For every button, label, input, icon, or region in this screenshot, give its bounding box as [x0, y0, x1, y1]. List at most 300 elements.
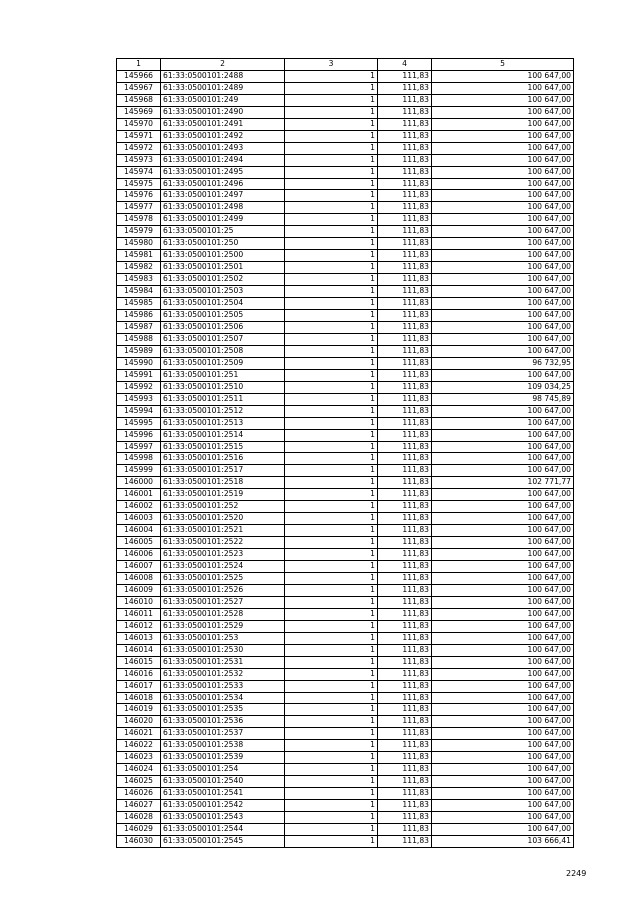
table-cell-col3: 1	[285, 740, 378, 752]
table-row	[117, 812, 574, 824]
table-cell-col4: 111,83	[378, 824, 432, 836]
table-cell-col2: 61:33:0500101:2539	[161, 752, 285, 764]
table-row	[117, 668, 574, 680]
table-cell-col1: 146007	[117, 561, 161, 573]
table-cell-col1: 145994	[117, 405, 161, 417]
table-cell-col3: 1	[285, 632, 378, 644]
table-cell-col4: 111,83	[378, 226, 432, 238]
table-cell-col5: 100 647,00	[432, 489, 574, 501]
table-cell-col5: 100 647,00	[432, 584, 574, 596]
table-cell-col3: 1	[285, 94, 378, 106]
table-cell-col1: 145973	[117, 154, 161, 166]
table-cell-col4: 111,83	[378, 202, 432, 214]
table-cell-col4: 111,83	[378, 740, 432, 752]
table-cell-col3: 1	[285, 489, 378, 501]
table-cell-col2: 61:33:0500101:2535	[161, 704, 285, 716]
table-cell-col4: 111,83	[378, 453, 432, 465]
table-cell-col1: 146023	[117, 752, 161, 764]
table-cell-col4: 111,83	[378, 812, 432, 824]
table-row	[117, 226, 574, 238]
table-cell-col1: 146003	[117, 513, 161, 525]
table-cell-col1: 146030	[117, 835, 161, 847]
table-cell-col4: 111,83	[378, 561, 432, 573]
table-row	[117, 381, 574, 393]
table-cell-col3: 1	[285, 130, 378, 142]
table-row	[117, 764, 574, 776]
table-cell-col3: 1	[285, 70, 378, 82]
table-cell-col5: 100 647,00	[432, 788, 574, 800]
table-row	[117, 632, 574, 644]
table-cell-col1: 145968	[117, 94, 161, 106]
table-cell-col4: 111,83	[378, 441, 432, 453]
table-cell-col1: 146013	[117, 632, 161, 644]
table-cell-col3: 1	[285, 214, 378, 226]
table-row	[117, 250, 574, 262]
table-cell-col2: 61:33:0500101:2498	[161, 202, 285, 214]
table-cell-col5: 100 647,00	[432, 453, 574, 465]
table-cell-col2: 61:33:0500101:2543	[161, 812, 285, 824]
table-cell-col5: 100 647,00	[432, 238, 574, 250]
table-row	[117, 393, 574, 405]
table-cell-col5: 100 647,00	[432, 800, 574, 812]
table-cell-col5: 100 647,00	[432, 321, 574, 333]
table-cell-col3: 1	[285, 824, 378, 836]
table-cell-col4: 111,83	[378, 656, 432, 668]
table-cell-col4: 111,83	[378, 238, 432, 250]
table-cell-col2: 61:33:0500101:2530	[161, 644, 285, 656]
table-row	[117, 190, 574, 202]
table-cell-col2: 61:33:0500101:2525	[161, 572, 285, 584]
table-cell-col2: 61:33:0500101:2510	[161, 381, 285, 393]
table-row	[117, 680, 574, 692]
table-cell-col3: 1	[285, 262, 378, 274]
table-row	[117, 549, 574, 561]
table-cell-col3: 1	[285, 561, 378, 573]
table-cell-col5: 100 647,00	[432, 106, 574, 118]
table-cell-col1: 145998	[117, 453, 161, 465]
table-cell-col4: 111,83	[378, 620, 432, 632]
table-cell-col2: 61:33:0500101:2504	[161, 298, 285, 310]
table-cell-col1: 145992	[117, 381, 161, 393]
table-cell-col1: 145974	[117, 166, 161, 178]
table-cell-col1: 146016	[117, 668, 161, 680]
table-cell-col5: 100 647,00	[432, 704, 574, 716]
table-cell-col2: 61:33:0500101:2534	[161, 692, 285, 704]
table-cell-col2: 61:33:0500101:2501	[161, 262, 285, 274]
table-cell-col1: 145982	[117, 262, 161, 274]
table-row	[117, 584, 574, 596]
table-cell-col3: 1	[285, 465, 378, 477]
table-cell-col3: 1	[285, 250, 378, 262]
table-row	[117, 357, 574, 369]
table-cell-col2: 61:33:0500101:2529	[161, 620, 285, 632]
table-row	[117, 166, 574, 178]
table-cell-col1: 146009	[117, 584, 161, 596]
table-cell-col1: 145971	[117, 130, 161, 142]
table-cell-col4: 111,83	[378, 525, 432, 537]
table-cell-col2: 61:33:0500101:25	[161, 226, 285, 238]
table-cell-col1: 146017	[117, 680, 161, 692]
table-cell-col1: 146005	[117, 537, 161, 549]
table-row	[117, 644, 574, 656]
table-cell-col1: 145979	[117, 226, 161, 238]
table-cell-col2: 61:33:0500101:2505	[161, 310, 285, 322]
table-cell-col5: 100 647,00	[432, 740, 574, 752]
table-cell-col2: 61:33:0500101:2494	[161, 154, 285, 166]
table-cell-col3: 1	[285, 704, 378, 716]
table-cell-col4: 111,83	[378, 417, 432, 429]
table-cell-col1: 146018	[117, 692, 161, 704]
table-cell-col4: 111,83	[378, 106, 432, 118]
table-cell-col5: 98 745,89	[432, 393, 574, 405]
table-cell-col4: 111,83	[378, 692, 432, 704]
table-cell-col2: 61:33:0500101:2513	[161, 417, 285, 429]
table-cell-col2: 61:33:0500101:2532	[161, 668, 285, 680]
table-cell-col4: 111,83	[378, 250, 432, 262]
table-row	[117, 106, 574, 118]
table-row	[117, 572, 574, 584]
column-header-5: 5	[432, 59, 574, 71]
table-row	[117, 321, 574, 333]
table-cell-col5: 100 647,00	[432, 130, 574, 142]
table-cell-col4: 111,83	[378, 668, 432, 680]
table-cell-col4: 111,83	[378, 537, 432, 549]
table-cell-col1: 145990	[117, 357, 161, 369]
table-cell-col3: 1	[285, 525, 378, 537]
table-cell-col2: 61:33:0500101:2521	[161, 525, 285, 537]
table-cell-col4: 111,83	[378, 166, 432, 178]
table-cell-col5: 100 647,00	[432, 537, 574, 549]
table-cell-col3: 1	[285, 226, 378, 238]
table-cell-col4: 111,83	[378, 489, 432, 501]
table-row	[117, 800, 574, 812]
table-cell-col5: 100 647,00	[432, 94, 574, 106]
table-cell-col2: 61:33:0500101:2493	[161, 142, 285, 154]
table-row	[117, 596, 574, 608]
table-cell-col5: 100 647,00	[432, 620, 574, 632]
table-cell-col3: 1	[285, 118, 378, 130]
table-cell-col5: 100 647,00	[432, 333, 574, 345]
table-cell-col1: 145986	[117, 310, 161, 322]
table-row	[117, 274, 574, 286]
table-cell-col2: 61:33:0500101:2492	[161, 130, 285, 142]
header-row	[117, 59, 574, 71]
table-cell-col4: 111,83	[378, 728, 432, 740]
table-cell-col2: 61:33:0500101:2517	[161, 465, 285, 477]
table-cell-col3: 1	[285, 596, 378, 608]
table-cell-col1: 146006	[117, 549, 161, 561]
table-cell-col2: 61:33:0500101:2503	[161, 286, 285, 298]
table-row	[117, 501, 574, 513]
table-cell-col1: 146021	[117, 728, 161, 740]
table-cell-col2: 61:33:0500101:2545	[161, 835, 285, 847]
table-cell-col3: 1	[285, 321, 378, 333]
table-cell-col4: 111,83	[378, 310, 432, 322]
table-cell-col4: 111,83	[378, 513, 432, 525]
table-cell-col3: 1	[285, 812, 378, 824]
table-row	[117, 525, 574, 537]
table-cell-col1: 145996	[117, 429, 161, 441]
table-cell-col5: 100 647,00	[432, 632, 574, 644]
table-cell-col1: 146000	[117, 477, 161, 489]
table-cell-col1: 146020	[117, 716, 161, 728]
table-cell-col3: 1	[285, 549, 378, 561]
table-cell-col1: 145989	[117, 345, 161, 357]
table-cell-col5: 100 647,00	[432, 345, 574, 357]
table-cell-col1: 146027	[117, 800, 161, 812]
table-cell-col4: 111,83	[378, 298, 432, 310]
table-cell-col4: 111,83	[378, 345, 432, 357]
table-row	[117, 788, 574, 800]
table-cell-col1: 146004	[117, 525, 161, 537]
table-cell-col5: 100 647,00	[432, 596, 574, 608]
table-cell-col2: 61:33:0500101:2489	[161, 82, 285, 94]
table-row	[117, 262, 574, 274]
table-row	[117, 82, 574, 94]
table-cell-col3: 1	[285, 513, 378, 525]
table-cell-col2: 61:33:0500101:2496	[161, 178, 285, 190]
table-row	[117, 608, 574, 620]
table-cell-col5: 100 647,00	[432, 417, 574, 429]
table-cell-col2: 61:33:0500101:2531	[161, 656, 285, 668]
column-header-4: 4	[378, 59, 432, 71]
table-cell-col5: 100 647,00	[432, 262, 574, 274]
table-row	[117, 333, 574, 345]
table-cell-col3: 1	[285, 788, 378, 800]
table-row	[117, 824, 574, 836]
table-cell-col3: 1	[285, 429, 378, 441]
table-row	[117, 465, 574, 477]
table-cell-col1: 146028	[117, 812, 161, 824]
table-cell-col1: 145977	[117, 202, 161, 214]
table-cell-col2: 61:33:0500101:2519	[161, 489, 285, 501]
table-cell-col4: 111,83	[378, 549, 432, 561]
table-cell-col3: 1	[285, 764, 378, 776]
table-cell-col4: 111,83	[378, 82, 432, 94]
column-header-3: 3	[285, 59, 378, 71]
table-cell-col3: 1	[285, 441, 378, 453]
table-cell-col4: 111,83	[378, 154, 432, 166]
table-cell-col2: 61:33:0500101:2499	[161, 214, 285, 226]
table-cell-col4: 111,83	[378, 429, 432, 441]
table-cell-col2: 61:33:0500101:2512	[161, 405, 285, 417]
table-cell-col2: 61:33:0500101:2524	[161, 561, 285, 573]
table-cell-col3: 1	[285, 333, 378, 345]
table-cell-col4: 111,83	[378, 262, 432, 274]
table-cell-col1: 145975	[117, 178, 161, 190]
table-row	[117, 369, 574, 381]
table-cell-col2: 61:33:0500101:252	[161, 501, 285, 513]
table-cell-col5: 100 647,00	[432, 178, 574, 190]
table-cell-col3: 1	[285, 190, 378, 202]
table-cell-col3: 1	[285, 800, 378, 812]
table-cell-col5: 100 647,00	[432, 298, 574, 310]
table-cell-col4: 111,83	[378, 214, 432, 226]
table-cell-col5: 100 647,00	[432, 441, 574, 453]
table-cell-col5: 100 647,00	[432, 668, 574, 680]
table-cell-col5: 100 647,00	[432, 824, 574, 836]
table-cell-col4: 111,83	[378, 369, 432, 381]
table-cell-col2: 61:33:0500101:253	[161, 632, 285, 644]
table-cell-col4: 111,83	[378, 321, 432, 333]
table-cell-col4: 111,83	[378, 572, 432, 584]
table-cell-col5: 100 647,00	[432, 561, 574, 573]
table-cell-col4: 111,83	[378, 405, 432, 417]
table-cell-col2: 61:33:0500101:254	[161, 764, 285, 776]
table-cell-col1: 146012	[117, 620, 161, 632]
table-cell-col4: 111,83	[378, 704, 432, 716]
table-cell-col3: 1	[285, 357, 378, 369]
table-cell-col5: 100 647,00	[432, 429, 574, 441]
table-cell-col2: 61:33:0500101:2537	[161, 728, 285, 740]
table-row	[117, 417, 574, 429]
table-cell-col3: 1	[285, 776, 378, 788]
table-cell-col4: 111,83	[378, 286, 432, 298]
table-cell-col3: 1	[285, 608, 378, 620]
table-cell-col2: 61:33:0500101:2523	[161, 549, 285, 561]
table-cell-col4: 111,83	[378, 596, 432, 608]
table-cell-col2: 61:33:0500101:2514	[161, 429, 285, 441]
table-cell-col5: 100 647,00	[432, 142, 574, 154]
table-cell-col3: 1	[285, 644, 378, 656]
table-row	[117, 704, 574, 716]
table-cell-col1: 145966	[117, 70, 161, 82]
table-row	[117, 238, 574, 250]
table-cell-col4: 111,83	[378, 800, 432, 812]
table-cell-col1: 145969	[117, 106, 161, 118]
table-cell-col2: 61:33:0500101:2526	[161, 584, 285, 596]
table-cell-col3: 1	[285, 82, 378, 94]
table-cell-col4: 111,83	[378, 835, 432, 847]
table-cell-col3: 1	[285, 202, 378, 214]
table-cell-col2: 61:33:0500101:2536	[161, 716, 285, 728]
table-cell-col1: 145967	[117, 82, 161, 94]
table-cell-col3: 1	[285, 405, 378, 417]
table-cell-col5: 100 647,00	[432, 166, 574, 178]
table-cell-col2: 61:33:0500101:2542	[161, 800, 285, 812]
table-cell-col4: 111,83	[378, 764, 432, 776]
table-cell-col3: 1	[285, 477, 378, 489]
table-cell-col4: 111,83	[378, 333, 432, 345]
table-cell-col3: 1	[285, 716, 378, 728]
table-cell-col2: 61:33:0500101:2488	[161, 70, 285, 82]
table-cell-col4: 111,83	[378, 680, 432, 692]
table-cell-col1: 145988	[117, 333, 161, 345]
table-cell-col4: 111,83	[378, 118, 432, 130]
table-cell-col1: 145991	[117, 369, 161, 381]
table-row	[117, 656, 574, 668]
table-row	[117, 202, 574, 214]
table-row	[117, 835, 574, 847]
table-row	[117, 310, 574, 322]
table-cell-col1: 146001	[117, 489, 161, 501]
table-cell-col4: 111,83	[378, 357, 432, 369]
table-cell-col3: 1	[285, 680, 378, 692]
table-cell-col2: 61:33:0500101:2522	[161, 537, 285, 549]
table-cell-col2: 61:33:0500101:2540	[161, 776, 285, 788]
table-cell-col1: 145983	[117, 274, 161, 286]
table-cell-col4: 111,83	[378, 130, 432, 142]
table-cell-col1: 145976	[117, 190, 161, 202]
table-cell-col2: 61:33:0500101:2502	[161, 274, 285, 286]
page-number: 2249	[566, 869, 587, 878]
table-cell-col5: 100 647,00	[432, 728, 574, 740]
table-cell-col2: 61:33:0500101:2497	[161, 190, 285, 202]
table-cell-col5: 100 647,00	[432, 190, 574, 202]
table-row	[117, 692, 574, 704]
table-cell-col1: 145987	[117, 321, 161, 333]
table-cell-col2: 61:33:0500101:251	[161, 369, 285, 381]
table-row	[117, 298, 574, 310]
table-cell-col5: 100 647,00	[432, 154, 574, 166]
table-cell-col5: 100 647,00	[432, 656, 574, 668]
table-row	[117, 477, 574, 489]
table-row	[117, 70, 574, 82]
table-row	[117, 142, 574, 154]
table-cell-col1: 146026	[117, 788, 161, 800]
table-cell-col1: 145978	[117, 214, 161, 226]
table-cell-col5: 109 034,25	[432, 381, 574, 393]
table-row	[117, 740, 574, 752]
table-cell-col3: 1	[285, 728, 378, 740]
data-table	[116, 58, 574, 848]
table-row	[117, 716, 574, 728]
table-cell-col3: 1	[285, 106, 378, 118]
table-cell-col3: 1	[285, 656, 378, 668]
table-row	[117, 345, 574, 357]
table-cell-col4: 111,83	[378, 632, 432, 644]
table-cell-col2: 61:33:0500101:2507	[161, 333, 285, 345]
table-cell-col2: 61:33:0500101:2500	[161, 250, 285, 262]
table-cell-col5: 100 647,00	[432, 82, 574, 94]
table-cell-col3: 1	[285, 692, 378, 704]
table-cell-col4: 111,83	[378, 142, 432, 154]
table-cell-col2: 61:33:0500101:2520	[161, 513, 285, 525]
table-cell-col3: 1	[285, 310, 378, 322]
table-cell-col1: 145995	[117, 417, 161, 429]
table-cell-col5: 100 647,00	[432, 549, 574, 561]
table-cell-col5: 100 647,00	[432, 608, 574, 620]
column-header-2: 2	[161, 59, 285, 71]
table-cell-col3: 1	[285, 668, 378, 680]
table-cell-col1: 146022	[117, 740, 161, 752]
table-cell-col4: 111,83	[378, 644, 432, 656]
table-cell-col2: 61:33:0500101:2515	[161, 441, 285, 453]
table-cell-col5: 100 647,00	[432, 513, 574, 525]
table-cell-col5: 100 647,00	[432, 501, 574, 513]
table-cell-col3: 1	[285, 274, 378, 286]
table-cell-col3: 1	[285, 178, 378, 190]
table-cell-col3: 1	[285, 154, 378, 166]
table-cell-col4: 111,83	[378, 584, 432, 596]
table-row	[117, 130, 574, 142]
table-cell-col3: 1	[285, 537, 378, 549]
table-row	[117, 489, 574, 501]
table-cell-col5: 100 647,00	[432, 752, 574, 764]
table-cell-col5: 100 647,00	[432, 310, 574, 322]
table-cell-col2: 61:33:0500101:2508	[161, 345, 285, 357]
table-cell-col2: 61:33:0500101:2506	[161, 321, 285, 333]
table-cell-col4: 111,83	[378, 776, 432, 788]
table-row	[117, 118, 574, 130]
table-cell-col5: 100 647,00	[432, 274, 574, 286]
table-cell-col5: 100 647,00	[432, 776, 574, 788]
table-cell-col1: 146008	[117, 572, 161, 584]
table-cell-col1: 146014	[117, 644, 161, 656]
table-cell-col5: 100 647,00	[432, 680, 574, 692]
table-cell-col3: 1	[285, 393, 378, 405]
table-cell-col3: 1	[285, 572, 378, 584]
